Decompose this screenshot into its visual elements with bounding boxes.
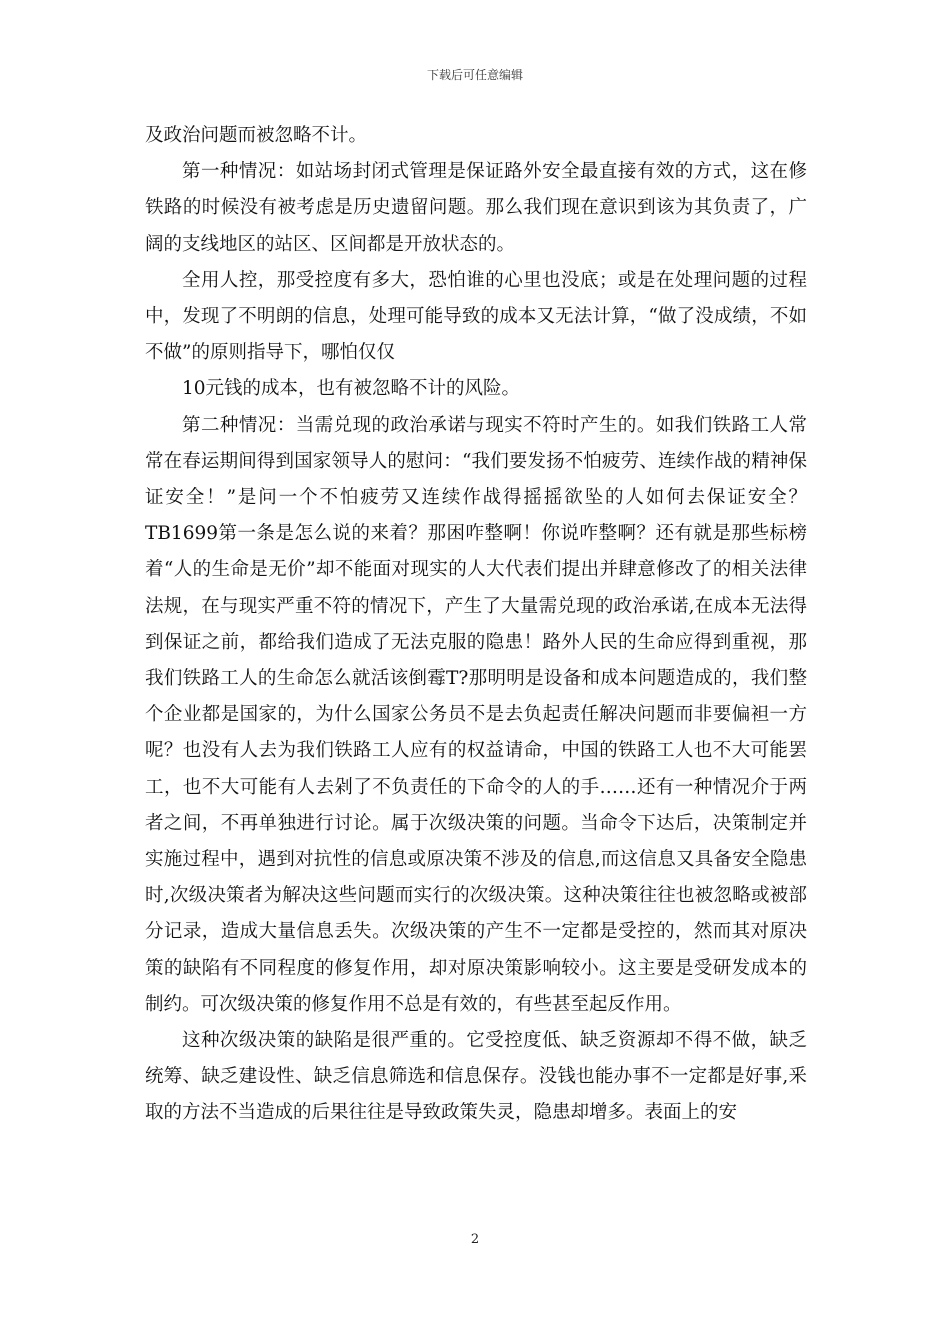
page-number: 2 — [470, 1232, 480, 1247]
paragraph: 及政治问题而被忽略不计。 — [145, 125, 368, 146]
paragraph: 全用人控，那受控度有多大，恐怕谁的心里也没底；或是在处理问题的过程中，发现了不明朗的信息，处理可能导致的成本又无法计算，“做了没成绩，不如不做”的原则指导下，哪怕仅仅 — [145, 269, 807, 364]
paragraph: 这种次级决策的缺陷是很严重的。它受控度低、缺乏资源却不得不做，缺乏统筹、缺乏建设性、缺乏信息筛选和信息保存。没钱也能办事不一定都是好事,釆取的方法不当造成的后果往往是导致政策失灵，隐患却增多。表面上的安 — [145, 1030, 807, 1124]
paragraph: 10元钱的成本，也有被忽略不计的风险。 — [182, 378, 521, 400]
document-body — [145, 118, 807, 1132]
page-header: 下载后可任意编辑 — [426, 68, 523, 82]
paragraph: 第一种情况：如站场封闭式管理是保证路外安全最直接有效的方式，这在修铁路的时候没有被考虑是历史遗留问题。那么我们现在意识到该为其负责了，广阔的支线地区的站区、区间都是开放状态的。 — [145, 161, 807, 255]
paragraph: 第二种情况：当需兑现的政治承诺与现实不符时产生的。如我们铁路工人常常在春运期间得到国家领导人的慰问：“我们要发扬不怕疲劳、连续作战的精神保证安全！”是问一个不怕疲劳又连续作战得摇摇欲坠的人如何去保证安全？TB1699第一条是怎么说的来着？那困咋整啊！你说咋整啊？还有就是那些标榜着“人的生命是无价”却不能面对现实的人大代表们提出并肆意修改了的相关法律法规，在与现实严重不符的情况下，产生了大量需兑现的政治承诺,在成本无法得到保证之前，都给我们造成了无法克服的隐患！路外人民的生命应得到重视，那我们铁路工人的生命怎么就活该倒霉T?那明明是设备和成本问题造成的，我们整个企业都是国家的，为什么国家公务员不是去负起责任解决问题而非要偏袒一方呢？也没有人去为我们铁路工人应有的权益请命，中国的铁路工人也不大可能罢工，也不大可能有人去剁了不负责任的下命令的人的手……还有一种情况介于两者之间，不再单独进行讨论。属于次级决策的问题。当命令下达后，决策制定并实施过程中，遇到对抗性的信息或原决策不涉及的信息,而这信息又具备安全隐患时,次级决策者为解决这些问题而实行的次级决策。这种决策往往也被忽略或被部分记录，造成大量信息丢失。次级决策的产生不一定都是受控的，然而其对原决策的缺陷有不同程度的修复作用，却对原决策影响较小。这主要是受研发成本的制约。可次级决策的修复作用不总是有效的，有些甚至起反作用。 — [145, 414, 807, 1015]
